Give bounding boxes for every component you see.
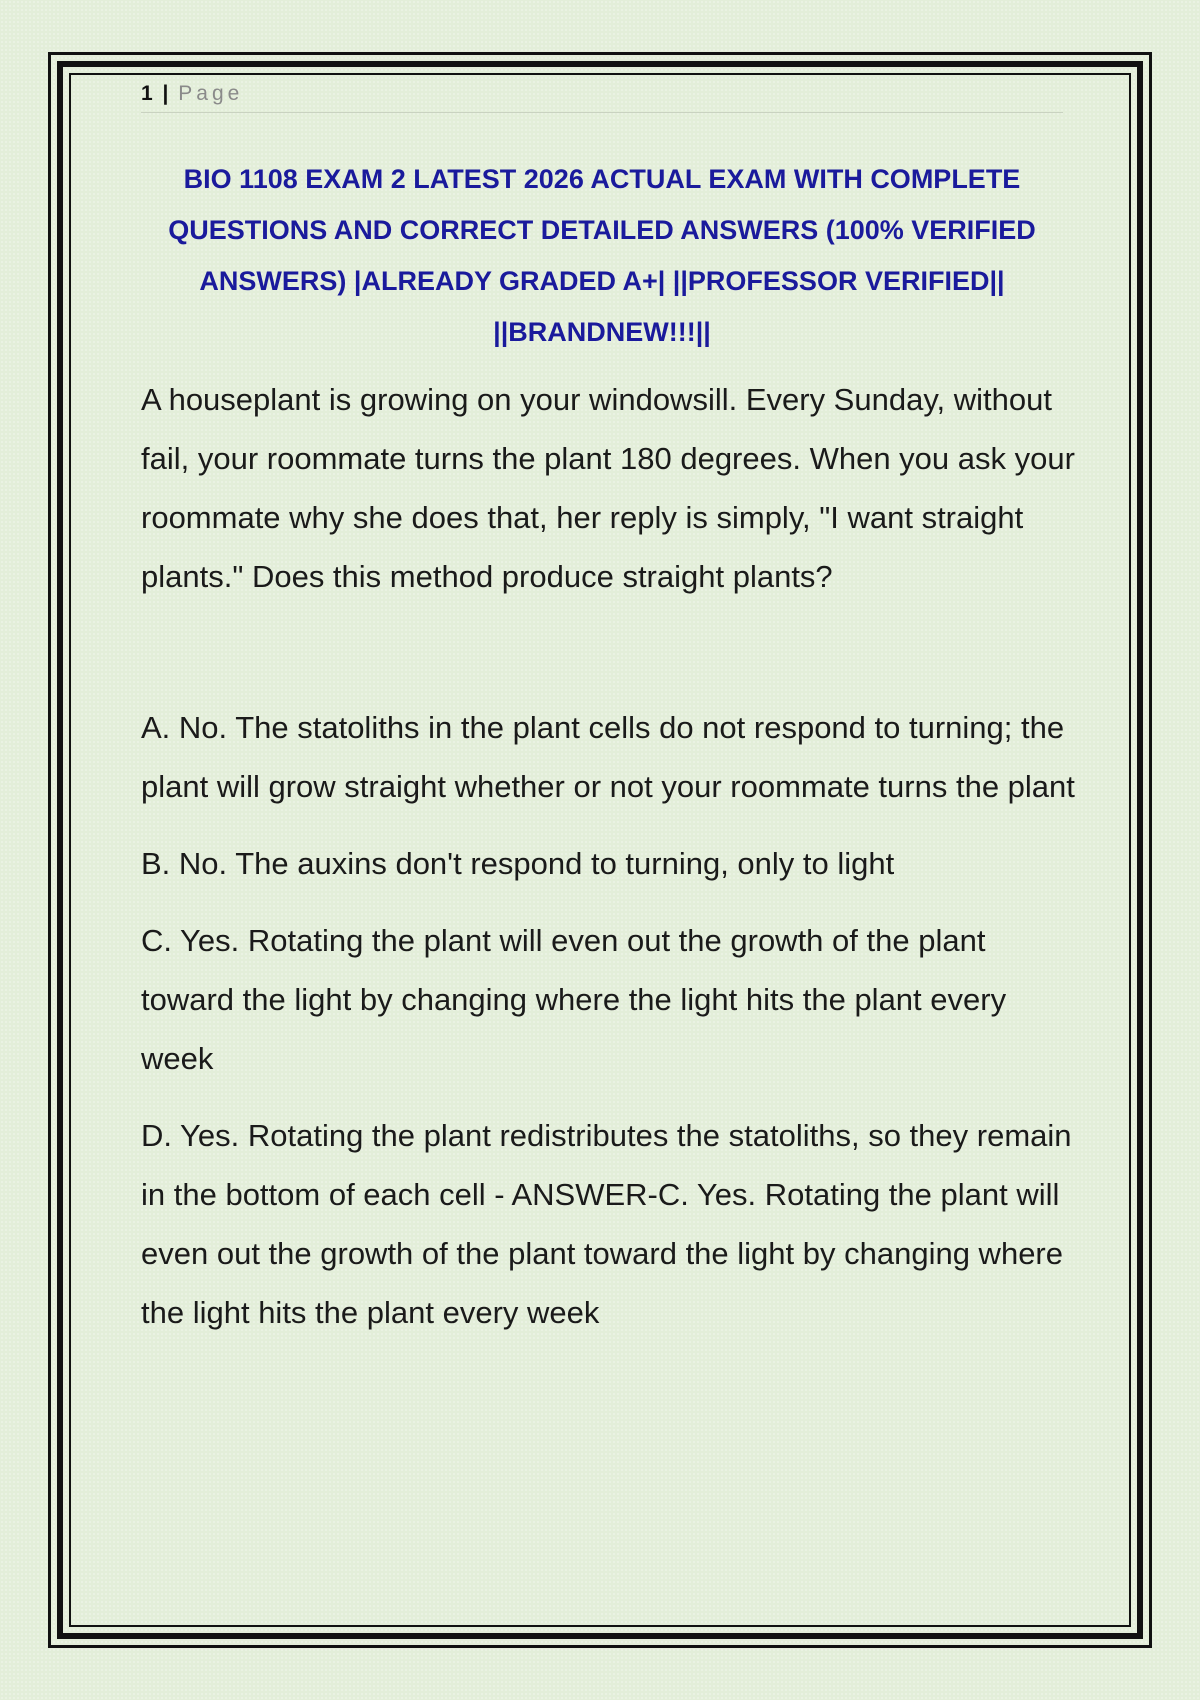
option-b: B. No. The auxins don't respond to turning, only to light: [141, 846, 895, 881]
page-label: Page: [178, 82, 244, 105]
page-number: 1: [141, 82, 153, 105]
question-block: [141, 370, 1081, 1360]
option-c: C. Yes. Rotating the plant will even out the growth of the plant toward the light by changing where the light hits the plant every week: [141, 923, 1007, 1076]
option-d: D. Yes. Rotating the plant redistributes the statoliths, so they remain in the bottom of each cell - ANSWER-C. Yes. Rotating the plant will even out the growth of the plant toward the light by changing where the light hits the plant every week: [141, 1118, 1072, 1330]
option-a: A. No. The statoliths in the plant cells do not respond to turning; the plant will grow straight whether or not your roommate turns the plant: [141, 710, 1075, 804]
document-title: BIO 1108 EXAM 2 LATEST 2026 ACTUAL EXAM WITH COMPLETE QUESTIONS AND CORRECT DETAILED ANSWERS (100% VERIFIED ANSWERS) |ALREADY GRADED A+| ||PROFESSOR VERIFIED|| ||BRANDNEW!!!||: [168, 164, 1036, 347]
question-text: A houseplant is growing on your windowsill. Every Sunday, without fail, your roommate turns the plant 180 degrees. When you ask your roommate why she does that, her reply is simply, "I want straight plants." Does this method produce straight plants?: [141, 382, 1075, 594]
page-header: [141, 80, 1063, 113]
page-separator: |: [162, 82, 169, 105]
